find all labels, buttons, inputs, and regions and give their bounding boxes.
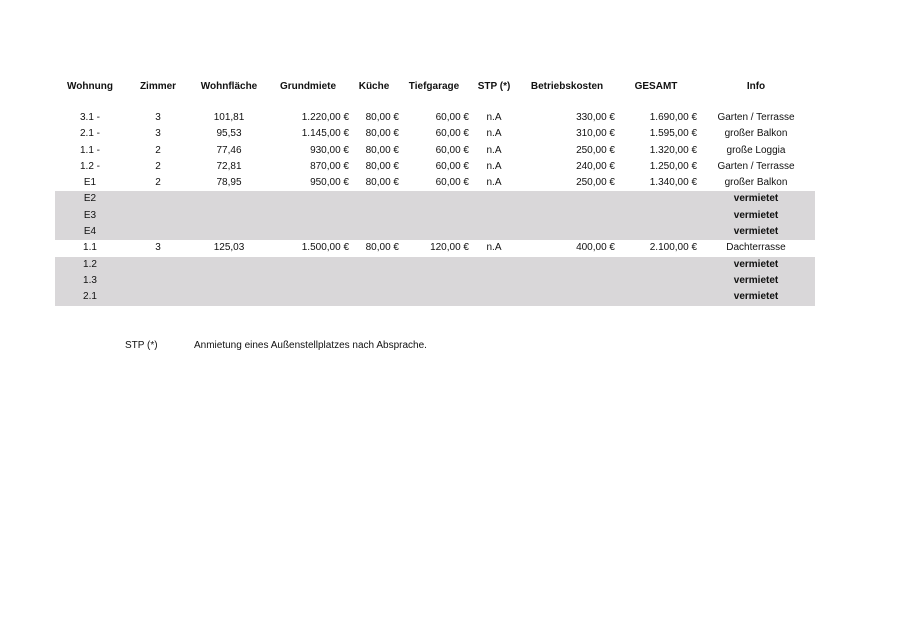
cell-wohnung: 3.1 - xyxy=(79,112,100,123)
cell-wohnung: E2 xyxy=(55,191,125,207)
cell-kueche: 80,00 € xyxy=(365,160,399,172)
table-row xyxy=(55,175,815,191)
cell-grundmiete: 1.220,00 € xyxy=(301,112,349,123)
cell-wohnflaeche: 77,46 xyxy=(216,144,242,156)
cell-wohnflaeche: 125,03 xyxy=(213,242,245,254)
cell-grundmiete: 1.145,00 € xyxy=(301,128,349,140)
cell-zimmer: 3 xyxy=(155,128,161,140)
rental-table xyxy=(55,78,815,306)
cell-gesamt: 1.250,00 € xyxy=(649,160,697,172)
cell-kueche: 80,00 € xyxy=(365,144,399,156)
cell-info: großer Balkon xyxy=(724,177,788,189)
table-row xyxy=(55,159,815,175)
header-gesamt: GESAMT xyxy=(634,81,678,92)
table-row-rented xyxy=(55,191,815,207)
header-grundmiete: Grundmiete xyxy=(279,81,337,92)
cell-kueche: 80,00 € xyxy=(365,112,399,123)
cell-wohnung: 1.1 xyxy=(83,242,97,254)
table-row xyxy=(55,110,815,126)
cell-kueche: 80,00 € xyxy=(365,128,399,140)
cell-grundmiete: 930,00 € xyxy=(310,144,349,156)
cell-zimmer: 2 xyxy=(155,144,161,156)
cell-tiefgarage: 60,00 € xyxy=(435,128,469,140)
cell-info: vermietet xyxy=(697,191,815,207)
cell-info: großer Balkon xyxy=(724,128,788,140)
cell-wohnung: E3 xyxy=(55,208,125,224)
cell-zimmer: 3 xyxy=(155,112,161,123)
cell-tiefgarage: 120,00 € xyxy=(430,242,469,254)
cell-grundmiete: 1.500,00 € xyxy=(301,242,349,254)
cell-info: vermietet xyxy=(697,289,815,305)
cell-stp: n.A xyxy=(486,144,502,156)
table-row-rented xyxy=(55,289,815,305)
cell-info: große Loggia xyxy=(726,144,786,156)
cell-tiefgarage: 60,00 € xyxy=(435,160,469,172)
cell-wohnflaeche: 78,95 xyxy=(216,177,242,189)
cell-wohnflaeche: 95,53 xyxy=(216,128,242,140)
cell-stp: n.A xyxy=(486,112,502,123)
cell-wohnung: 1.2 - xyxy=(79,160,100,172)
cell-info: vermietet xyxy=(697,224,815,240)
header-kueche: Küche xyxy=(358,81,390,92)
cell-betriebskosten: 310,00 € xyxy=(576,128,615,140)
table-row-rented xyxy=(55,273,815,289)
cell-info: vermietet xyxy=(697,273,815,289)
cell-tiefgarage: 60,00 € xyxy=(435,177,469,189)
header-zimmer: Zimmer xyxy=(139,81,177,92)
cell-kueche: 80,00 € xyxy=(365,242,399,254)
cell-wohnung: E4 xyxy=(55,224,125,240)
cell-grundmiete: 950,00 € xyxy=(310,177,349,189)
header-info: Info xyxy=(746,81,766,92)
cell-wohnflaeche: 72,81 xyxy=(216,160,242,172)
header-stp: STP (*) xyxy=(477,81,511,92)
cell-tiefgarage: 60,00 € xyxy=(435,112,469,123)
cell-wohnung: 2.1 xyxy=(55,289,125,305)
cell-gesamt: 1.690,00 € xyxy=(649,112,697,123)
cell-betriebskosten: 330,00 € xyxy=(576,112,615,123)
footnote-text: Anmietung eines Außenstellplatzes nach Absprache. xyxy=(194,340,427,351)
spacer-row xyxy=(55,95,815,110)
cell-grundmiete: 870,00 € xyxy=(310,160,349,172)
header-betriebskosten: Betriebskosten xyxy=(530,81,604,92)
cell-wohnung: 1.1 - xyxy=(79,144,100,156)
cell-zimmer: 2 xyxy=(155,177,161,189)
cell-info: vermietet xyxy=(697,208,815,224)
cell-wohnung: 2.1 - xyxy=(79,128,100,140)
cell-betriebskosten: 250,00 € xyxy=(576,144,615,156)
cell-stp: n.A xyxy=(486,160,502,172)
cell-info: Dachterrasse xyxy=(726,242,786,254)
cell-info: vermietet xyxy=(697,257,815,273)
cell-wohnflaeche: 101,81 xyxy=(213,112,245,123)
cell-tiefgarage: 60,00 € xyxy=(435,144,469,156)
cell-info: Garten / Terrasse xyxy=(717,112,795,123)
header-row xyxy=(55,78,815,95)
cell-gesamt: 2.100,00 € xyxy=(649,242,697,254)
table-row xyxy=(55,126,815,142)
cell-wohnung: E1 xyxy=(83,177,97,189)
cell-betriebskosten: 240,00 € xyxy=(576,160,615,172)
cell-gesamt: 1.320,00 € xyxy=(649,144,697,156)
table-row xyxy=(55,143,815,159)
cell-gesamt: 1.595,00 € xyxy=(649,128,697,140)
cell-stp: n.A xyxy=(486,128,502,140)
cell-betriebskosten: 400,00 € xyxy=(576,242,615,254)
footnote-key: STP (*) xyxy=(125,340,158,351)
cell-stp: n.A xyxy=(486,242,502,254)
cell-wohnung: 1.3 xyxy=(55,273,125,289)
header-wohnung: Wohnung xyxy=(67,81,113,92)
cell-info: Garten / Terrasse xyxy=(717,160,795,172)
cell-zimmer: 2 xyxy=(155,160,161,172)
table-row-rented xyxy=(55,224,815,240)
cell-betriebskosten: 250,00 € xyxy=(576,177,615,189)
header-wohnflaeche: Wohnfläche xyxy=(200,81,258,92)
table-row-rented xyxy=(55,208,815,224)
header-tiefgarage: Tiefgarage xyxy=(408,81,460,92)
table-row xyxy=(55,240,815,256)
cell-gesamt: 1.340,00 € xyxy=(649,177,697,189)
cell-stp: n.A xyxy=(486,177,502,189)
cell-kueche: 80,00 € xyxy=(365,177,399,189)
cell-wohnung: 1.2 xyxy=(55,257,125,273)
cell-zimmer: 3 xyxy=(155,242,161,254)
table-row-rented xyxy=(55,257,815,273)
